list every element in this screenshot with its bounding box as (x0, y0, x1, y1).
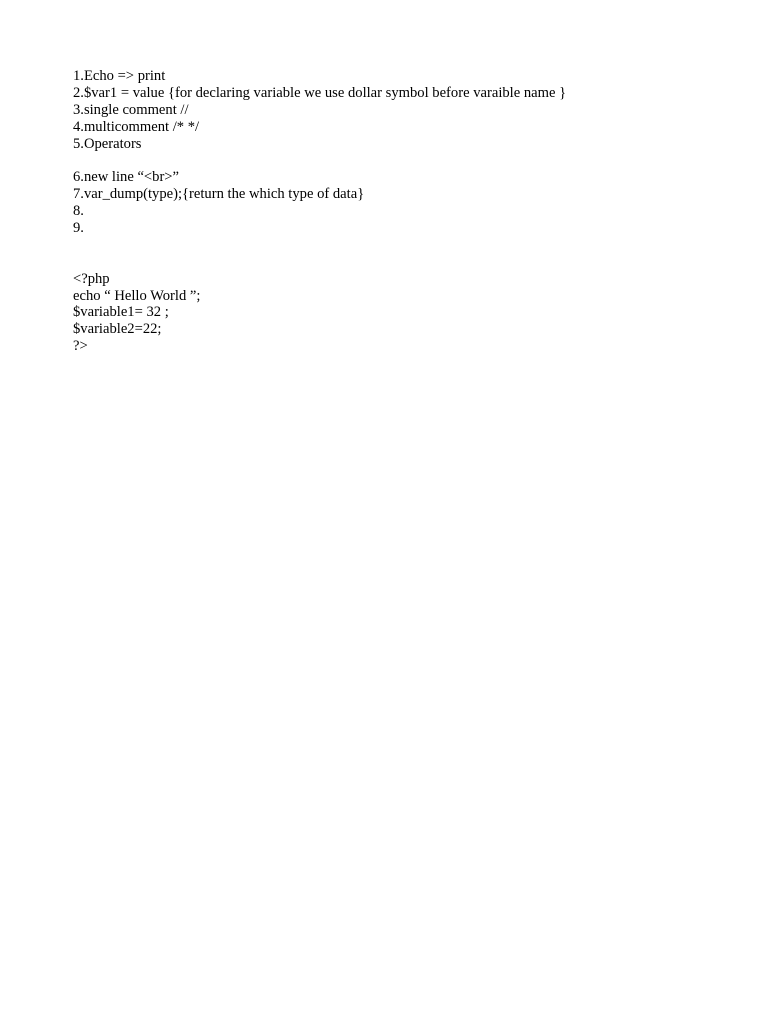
note-line-4: 4.multicomment /* */ (73, 118, 200, 135)
note-line-5: 5.Operators (73, 135, 142, 152)
note-line-2: 2.$var1 = value {for declaring variable we use dollar symbol before varaible name } (73, 84, 567, 101)
blank-line (73, 152, 733, 169)
note-line-6: 6.new line “<br>” (73, 169, 180, 186)
code-line-2: echo “ Hello World ”; (73, 287, 201, 304)
document-body (73, 68, 733, 355)
code-line-5: ?> (73, 338, 88, 355)
note-line-1: 1.Echo => print (73, 68, 166, 84)
note-line-7: 7.var_dump(type);{return the which type of data} (73, 186, 365, 203)
code-line-1: <?php (73, 270, 110, 287)
note-line-9: 9. (73, 220, 84, 237)
blank-gap (73, 237, 733, 271)
note-line-8: 8. (73, 203, 84, 220)
note-line-3: 3.single comment // (73, 101, 189, 118)
code-line-3: $variable1= 32 ; (73, 304, 169, 321)
code-line-4: $variable2=22; (73, 321, 162, 338)
